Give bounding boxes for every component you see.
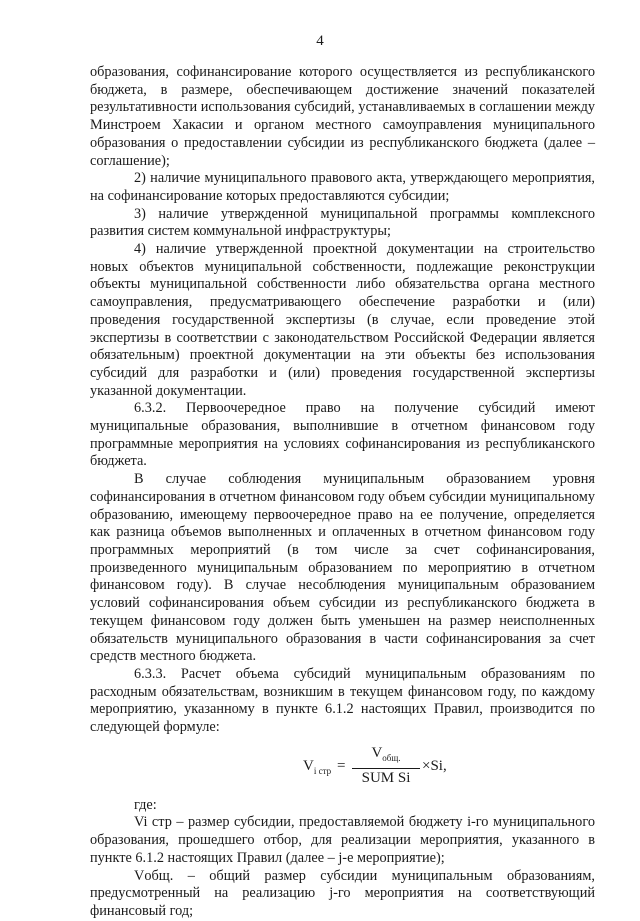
formula-equals: =: [337, 757, 346, 774]
paragraph-where: где:: [134, 796, 157, 813]
page-number: 4: [316, 33, 324, 49]
document-body: [90, 64, 595, 921]
formula-multiplier: ×Si,: [422, 757, 447, 774]
formula-numerator: $V_{общ.}$: [352, 745, 420, 770]
definition-vi-str: Vi стр – размер субсидии, предоставляемой бюджету i-го муниципального образования, прошедшего отбор, для реализации мероприятия, указанного в пункте 6.1.2 настоящих Правил (далее – j-е мероприятие);: [90, 814, 595, 866]
paragraph-continuation: образования, софинансирование которого осуществляется из республиканского бюджета, в размере, обеспечивающем достижение значений показателей результативности использования субсидий, устанавливаемых в соглашении между Минстроем Хакасии и органом местного самоуправления муниципального образования о предоставлении субсидии из республиканского бюджета (далее – соглашение);: [90, 64, 595, 169]
paragraph-item-2: 2) наличие муниципального правового акта, утверждающего мероприятия, на софинансирование которых предоставляются субсидии;: [90, 170, 595, 204]
paragraph-item-3: 3) наличие утвержденной муниципальной программы комплексного развития систем коммунальной инфраструктуры;: [90, 205, 595, 240]
definition-v-obsch: Vобщ. – общий размер субсидии муниципальным образованиям, предусмотренный на реализацию j-го мероприятия на соответствующий финансовый год;: [90, 867, 595, 919]
paragraph-cofinancing: В случае соблюдения муниципальным образованием уровня софинансирования в отчетном финансовом году объем субсидии муниципальному образованию, имеющему первоочередное право на ее получение, определяется как разница объемов выполненных и оплаченных в отчетном финансовом году программных мероприятий (в том числе за счет софинансирования, произведенного муниципальным образованием по мероприятию в отчетном финансовом году). В случае несоблюдения муниципальным образованием условий софинансирования объем субсидии из республиканского бюджета в текущем финансовом году должен быть уменьшен на размер неисполненных обязательств муниципального образования в части софинансирования за счет средств местного бюджета.: [90, 471, 595, 665]
formula-fraction: [352, 745, 420, 788]
paragraph-item-4: 4) наличие утвержденной проектной документации на строительство новых объектов муниципальной собственности, подлежащие реконструкции объекты муниципальной собственности либо обязательства органа местного самоуправления, предусматривающего обеспечение разработки и (или) проведения государственной экспертизы (в случае, если проведение этой экспертизы в соответствии с законодательством Российской Федерации является обязательным) проектной документации на эти объекты без использования субсидий для разработки и (или) проведения государственной экспертизы указанной документации.: [90, 241, 595, 399]
paragraph-6-3-3: 6.3.3. Расчет объема субсидий муниципальным образованиям по расходным обязательствам, возникшим в текущем финансовом году, по каждому мероприятию, указанному в пункте 6.1.2 настоящих Правил, производится по следующей формуле:: [90, 665, 595, 736]
subsidy-formula: [90, 739, 595, 795]
paragraph-6-3-2: 6.3.2. Первоочередное право на получение субсидий имеют муниципальные образования, выполнившие в отчетном финансовом году программные мероприятия на условиях софинансирования из республиканского бюджета.: [90, 400, 595, 470]
formula-lhs: $V_{i стр}$: [303, 757, 332, 776]
formula-denominator: SUM Si: [361, 770, 411, 787]
